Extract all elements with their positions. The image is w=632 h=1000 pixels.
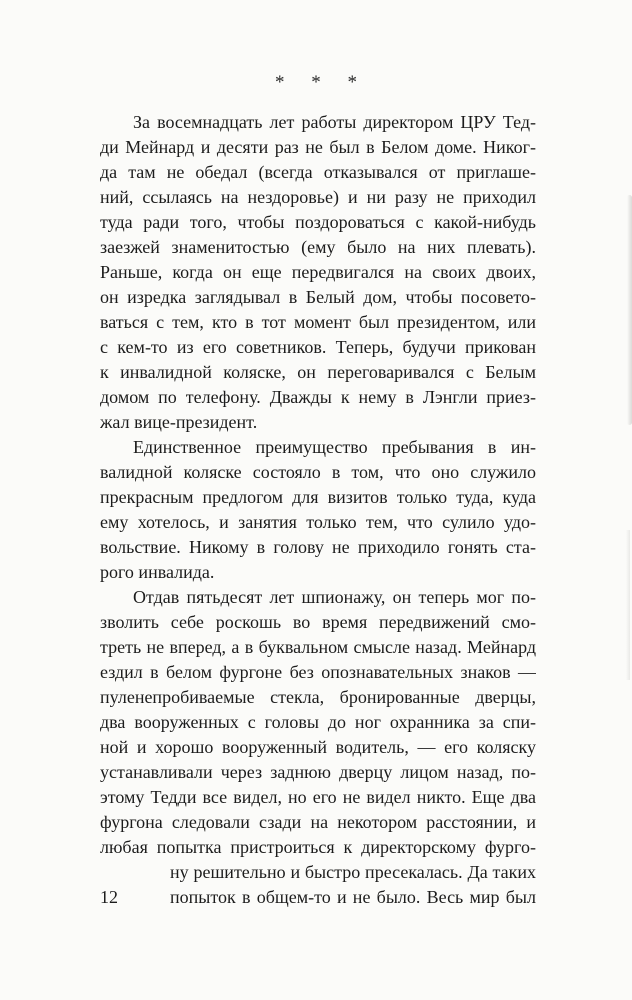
text-line: ди Мейнард и десяти раз не был в Белом доме. Никог- <box>100 137 536 157</box>
section-separator: * * * <box>275 72 368 93</box>
scan-artifact-smudge <box>626 530 630 680</box>
paragraph <box>100 585 536 910</box>
text-line: рого инвалида. <box>100 562 215 582</box>
text-line: заезжей знаменитостью (ему было на них плевать). <box>100 237 536 257</box>
text-line: вольствие. Никому в голову не приходило гонять ста- <box>100 537 536 557</box>
text-line: ему хотелось, и занятия только тем, что сулило удо- <box>100 512 536 532</box>
text-line: ний, ссылаясь на нездоровье) и ни разу не приходил <box>100 187 536 207</box>
text-line: домом по телефону. Дважды к нему в Лэнгли приез- <box>100 387 536 407</box>
text-line: треть не вперед, а в буквальном смысле назад. Мейнард <box>100 637 536 657</box>
text-line: ездил в белом фургоне без опознавательных знаков — <box>100 662 536 682</box>
paragraph <box>100 435 536 585</box>
text-line: валидной коляске состояло в том, что оно служило <box>100 462 536 482</box>
text-line: с кем-то из его советников. Теперь, будучи прикован <box>100 337 536 357</box>
text-line: фургона следовали сзади на некотором расстоянии, и <box>100 812 536 832</box>
text-line: Раньше, когда он еще передвигался на своих двоих, <box>100 262 536 282</box>
text-line: ваться с тем, кто в тот момент был президентом, или <box>100 312 536 332</box>
text-line: к инвалидной коляске, он переговаривался с Белым <box>100 362 536 382</box>
text-line: он изредка заглядывал в Белый дом, чтобы посовето- <box>100 287 536 307</box>
text-line: попыток в общем-то и не было. Весь мир был <box>170 887 536 907</box>
text-line: За восемнадцать лет работы директором ЦРУ Тед- <box>133 112 536 132</box>
text-line: Единственное преимущество пребывания в ин- <box>133 437 536 457</box>
text-line: туда ради того, чтобы поздороваться с какой-нибудь <box>100 212 536 232</box>
text-line: да там не обедал (всегда отказывался от приглаше- <box>100 162 536 182</box>
text-line: любая попытка пристроиться к директорскому фурго- <box>100 837 536 857</box>
paragraph <box>100 110 536 435</box>
text-line: Отдав пятьдесят лет шпионажу, он теперь мог по- <box>133 587 536 607</box>
page-number: 12 <box>100 887 118 907</box>
text-block <box>100 110 536 910</box>
text-line: ну решительно и быстро пресекалась. Да таких <box>170 862 536 882</box>
text-line: пуленепробиваемые стекла, бронированные дверцы, <box>100 687 536 707</box>
text-line: ной и хорошо вооруженный водитель, — его коляску <box>100 737 536 757</box>
text-line: два вооруженных с головы до ног охранника за спи- <box>100 712 536 732</box>
scan-artifact-streak <box>627 195 632 425</box>
text-line: жал вице-президент. <box>100 412 258 432</box>
text-line: прекрасным предлогом для визитов только туда, куда <box>100 487 536 507</box>
text-line: зволить себе роскошь во время передвижений смо- <box>100 612 536 632</box>
text-line: устанавливали через заднюю дверцу лицом назад, по- <box>100 762 536 782</box>
text-line: этому Тедди все видел, но его не видел никто. Еще два <box>100 787 536 807</box>
